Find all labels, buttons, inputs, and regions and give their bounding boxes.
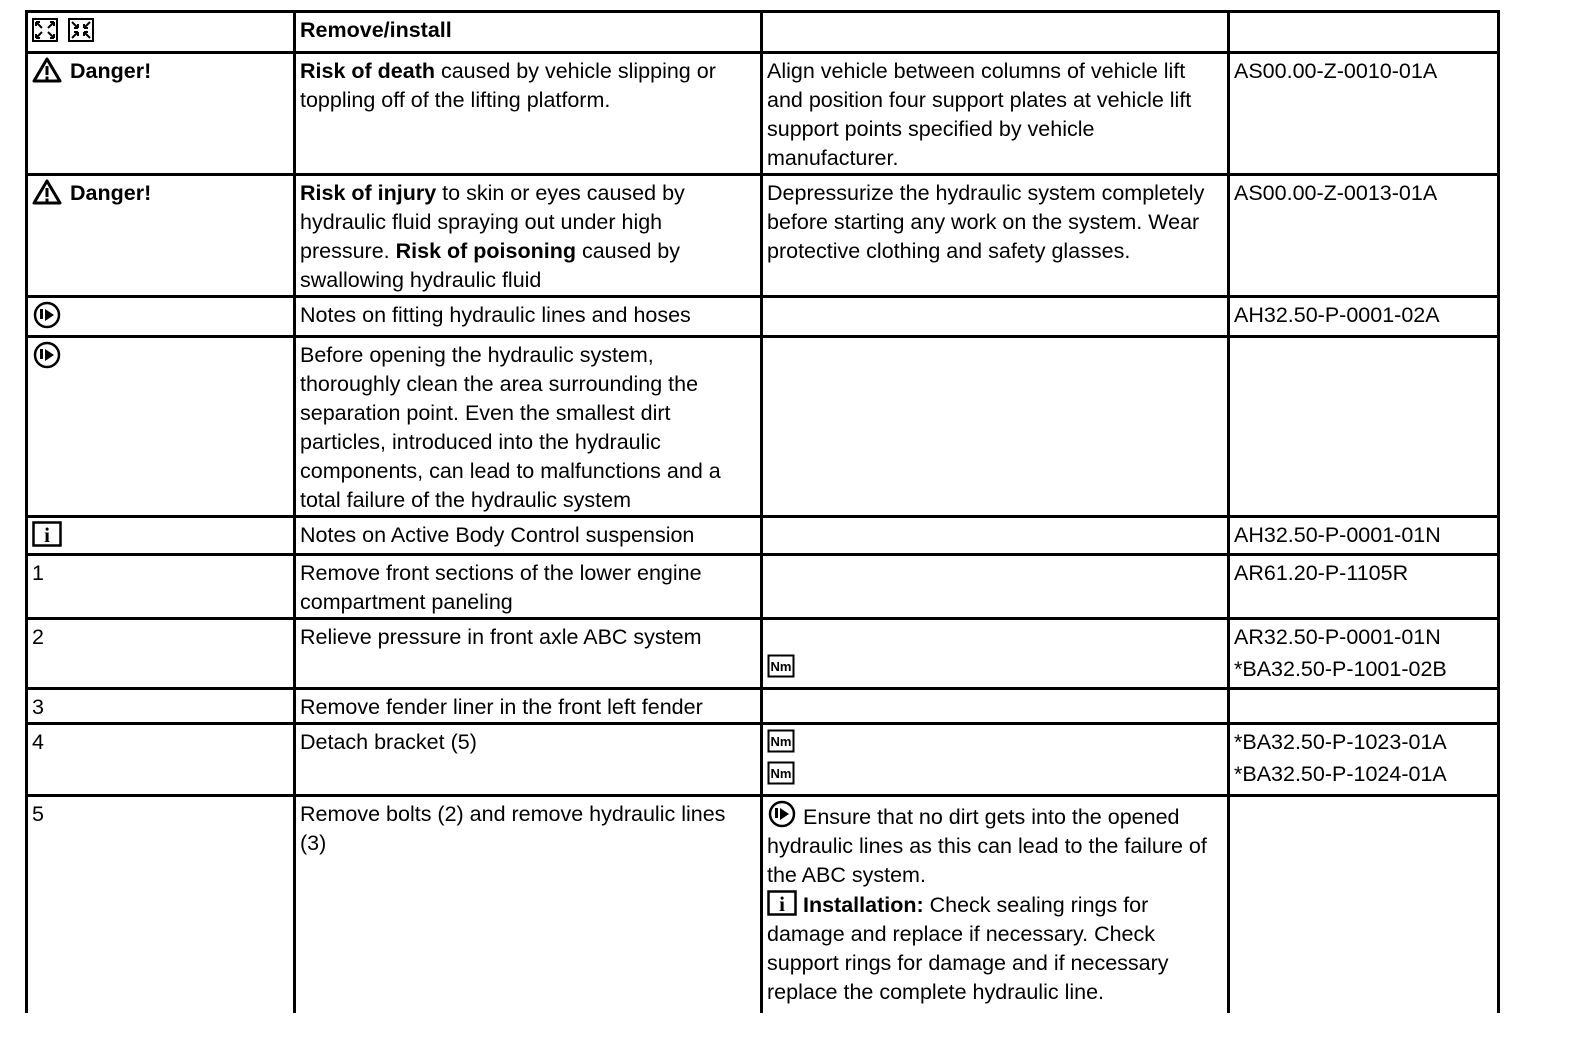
table-row [27, 297, 1499, 337]
torque-nm-icon [767, 654, 795, 678]
reference-cell [1229, 337, 1499, 517]
danger-label: Danger! [70, 59, 152, 83]
description-cell [295, 175, 762, 297]
table-row [27, 796, 1499, 1013]
header-title: Remove/install [295, 12, 762, 53]
note-hand-icon [767, 800, 797, 828]
action-cell [762, 689, 1229, 724]
info-icon [767, 890, 797, 916]
description-cell: Remove front sections of the lower engine compartment paneling [295, 555, 762, 619]
description-cell: Remove fender liner in the front left fender [295, 689, 762, 724]
reference-cell [1229, 796, 1499, 1013]
table-header-row [27, 12, 1499, 53]
table-row [27, 689, 1499, 724]
table-row [27, 175, 1499, 297]
reference-link[interactable]: AS00.00-Z-0013-01A [1229, 175, 1499, 297]
dirt-note [767, 800, 1222, 890]
reference-link[interactable]: *BA32.50-P-1001-02B [1234, 657, 1447, 681]
description-cell: Detach bracket (5) [295, 724, 762, 796]
risk-text: to skin or eyes caused by hydraulic fluid spraying out under high pressure. [300, 181, 685, 263]
info-icon [32, 521, 62, 547]
installation-note-text: Check sealing rings for damage and replace if necessary. Check support rings for damage and if necessary replace the complete hydraulic line. [767, 893, 1169, 1004]
risk-bold-text: Risk of death [300, 59, 435, 83]
reference-link[interactable]: AR32.50-P-0001-01N [1234, 625, 1441, 649]
table-row [27, 555, 1499, 619]
table-row [27, 517, 1499, 555]
header-empty-cell [1229, 12, 1499, 53]
reference-link[interactable]: AH32.50-P-0001-02A [1229, 297, 1499, 337]
risk-text: caused by vehicle slipping or toppling off of the lifting platform. [300, 59, 716, 112]
info-icon-letter: i [779, 892, 785, 916]
step-number: 5 [27, 796, 295, 1013]
warning-triangle-icon [32, 57, 62, 83]
warning-triangle-icon [32, 179, 62, 205]
remove-install-icon [32, 18, 58, 42]
step-number: 2 [27, 619, 295, 689]
info-icon-letter: i [44, 523, 50, 547]
torque-icon-label: Nm [770, 734, 792, 749]
note-hand-icon [32, 341, 62, 369]
dirt-note-text: Ensure that no dirt gets into the opened hydraulic lines as this can lead to the failure of the ABC system. [767, 805, 1207, 887]
step-number: 1 [27, 555, 295, 619]
action-cell [762, 796, 1229, 1013]
reference-link[interactable]: AS00.00-Z-0010-01A [1229, 53, 1499, 175]
description-cell: Remove bolts (2) and remove hydraulic lines (3) [295, 796, 762, 1013]
note-hand-icon [32, 301, 62, 329]
procedure-table [25, 10, 1500, 1013]
reference-link[interactable]: *BA32.50-P-1023-01A [1234, 730, 1447, 754]
warning-cell [27, 53, 295, 175]
note-icon-cell [27, 337, 295, 517]
description-cell [295, 53, 762, 175]
header-icons-cell [27, 12, 295, 53]
torque-nm-icon [767, 729, 795, 753]
danger-label: Danger! [70, 181, 152, 205]
note-icon-cell [27, 297, 295, 337]
risk-bold-text: Risk of injury [300, 181, 437, 205]
description-cell: Notes on fitting hydraulic lines and hoses [295, 297, 762, 337]
description-cell: Notes on Active Body Control suspension [295, 517, 762, 555]
reference-link[interactable]: AR61.20-P-1105R [1229, 555, 1499, 619]
header-empty-cell [762, 12, 1229, 53]
table-row [27, 53, 1499, 175]
step-number: 3 [27, 689, 295, 724]
description-cell: Relieve pressure in front axle ABC system [295, 619, 762, 689]
action-cell [762, 517, 1229, 555]
reference-cell [1229, 724, 1499, 796]
table-row [27, 724, 1499, 796]
warning-cell [27, 175, 295, 297]
torque-icon-label: Nm [770, 659, 792, 674]
action-cell [762, 297, 1229, 337]
torque-icon-label: Nm [770, 766, 792, 781]
risk-bold-text: Risk of poisoning [395, 239, 576, 263]
action-cell: Depressurize the hydraulic system completely before starting any work on the system. Wear protective clothing and safety glasses. [762, 175, 1229, 297]
torque-nm-icon [767, 761, 795, 785]
action-cell [762, 555, 1229, 619]
risk-text: caused by swallowing hydraulic fluid [300, 239, 680, 292]
reference-link[interactable]: AH32.50-P-0001-01N [1229, 517, 1499, 555]
reference-link[interactable]: *BA32.50-P-1024-01A [1234, 762, 1447, 786]
action-cell [762, 724, 1229, 796]
action-cell [762, 337, 1229, 517]
install-icon [68, 18, 94, 42]
action-cell [762, 619, 1229, 689]
table-row [27, 337, 1499, 517]
reference-cell [1229, 689, 1499, 724]
reference-cell [1229, 619, 1499, 689]
table-row [27, 619, 1499, 689]
action-cell: Align vehicle between columns of vehicle lift and position four support plates at vehicle lift support points specified by vehicle manufacturer. [762, 53, 1229, 175]
installation-note [767, 890, 1222, 1007]
installation-label: Installation: [802, 893, 924, 917]
step-number: 4 [27, 724, 295, 796]
info-icon-cell [27, 517, 295, 555]
description-cell: Before opening the hydraulic system, thoroughly clean the area surrounding the separation point. Even the smallest dirt particles, introduced into the hydraulic components, can lead to malfunctions and a total failure of the hydraulic system [295, 337, 762, 517]
